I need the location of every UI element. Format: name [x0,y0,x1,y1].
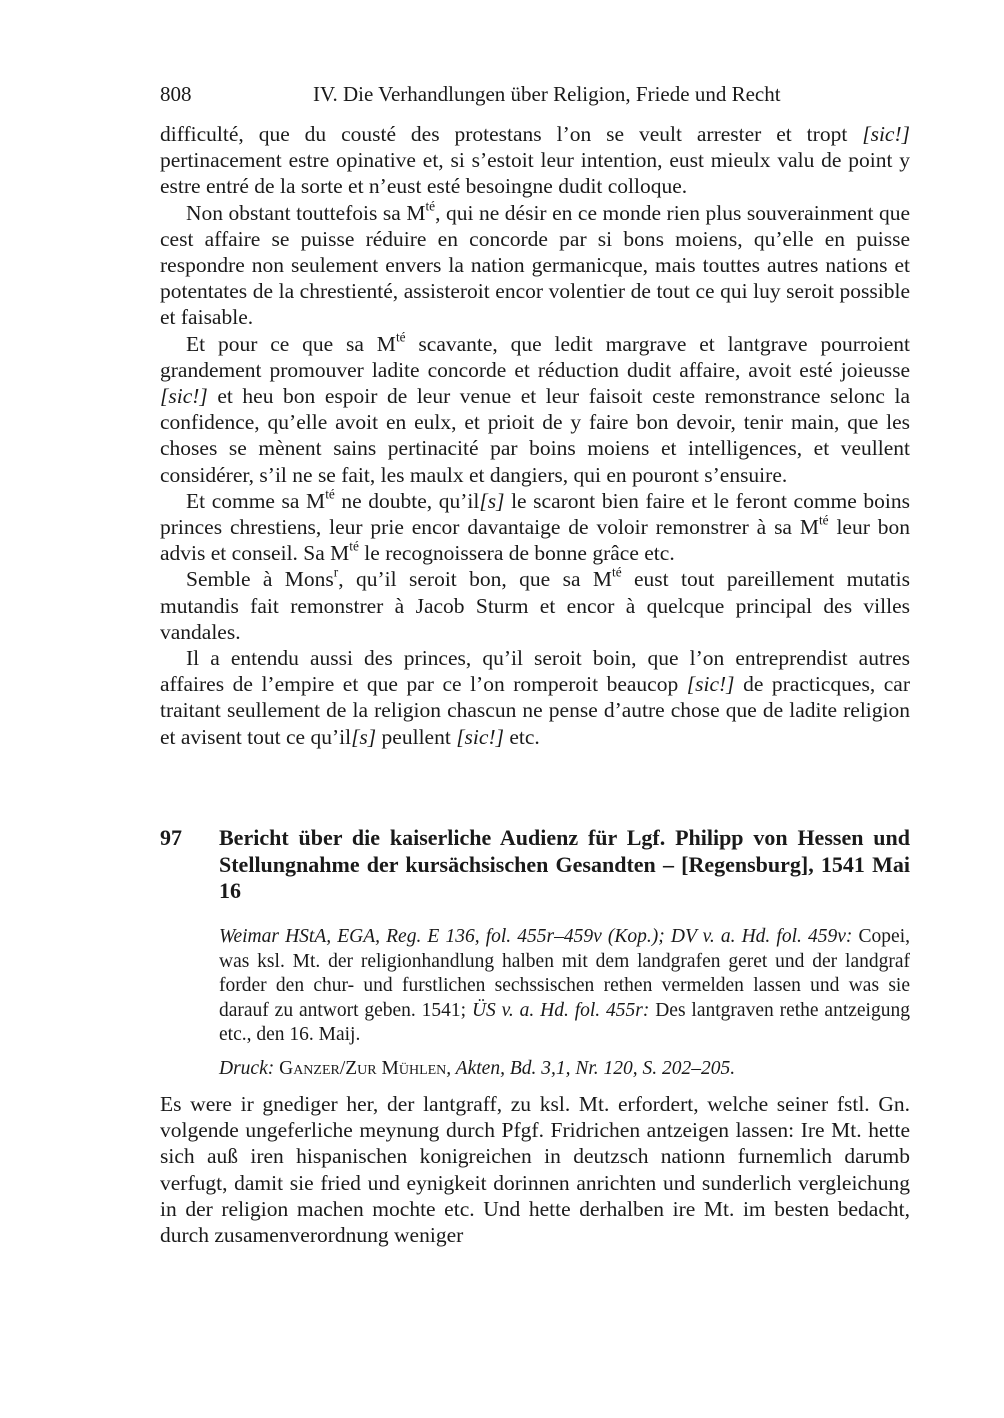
superscript: té [349,538,359,554]
text-run: le recognoissera de bonne grâce etc. [358,541,675,566]
paragraph-5 [160,566,910,645]
druck-authors: Ganzer/Zur Mühlen [279,1057,447,1079]
text-run: Copei, was ksl. Mt. der religionhandlung halben mit dem landgrafen geret und der landgraf forder den chur- und furstlichen sechssischen rethen vermelden lassen und was sie darauf zu antwort geben. 1541; [219,926,910,1021]
text-run: , qui ne désir en ce monde rien plus souverainment que cest affaire se puisse réduire en concorde par si bons moiens, qu’elle en puisse respondre non seulement envers la nation germanicque, mais touttes autres nations et potentates de la chrestienté, assisteroit encor volentier de tout ce qui luy seroit possible et faisable. [160,200,910,330]
print-reference [219,1057,910,1082]
superscript: té [818,512,829,528]
page-number: 808 [160,82,192,106]
paragraph-3 [160,331,910,488]
section-number: 97 [160,825,182,850]
superscript: té [395,329,406,345]
german-paragraph-1: Es were ir gnediger her, der lantgraff, zu ksl. Mt. erfordert, welche seiner fstl. Gn. volgende ungeferliche meynung durch Pfgf. Fridrichen antzeigen lassen: Ire Mt. hette sich auß iren hispanischen konigreichen in deutzsch nationn furnemlich darumb verfugt, damit sie fried und eynigkeit dorinnen anrichten und sunderlich vergleichung in der religion machen mochte etc. Und hette derhalben ire Mt. im besten bedacht, durch zusamenverordnung weniger [160,1092,910,1248]
text-run: eust tout pareillement mutatis mutandis fait remonstrer à Jacob Sturm et encor à quelcque principal des villes vandales. [160,567,910,644]
editorial-sic: [sic!] [862,122,910,146]
druck-reference: , Akten, Bd. 3,1, Nr. 120, S. 202–205. [446,1057,736,1079]
editorial-sic: [sic!] [686,672,735,697]
source-note [219,925,910,1081]
editorial-sic: [sic!] [456,724,504,749]
superscript: té [425,198,436,214]
editorial-s: [s] [351,724,377,749]
editorial-s: [s] [479,488,505,513]
paragraph-2 [160,200,910,331]
druck-label: Druck: [219,1057,275,1079]
text-run: leur bon advis et conseil. Sa M [160,515,910,566]
french-text-block [160,121,910,750]
section-title: Bericht über die kaiserliche Audienz für Lgf. Philipp von Hessen und Stellungnahme der kursächsischen Gesandten – [Regensburg], 1541 Mai 16 [219,825,910,903]
superscript: r [333,565,339,581]
section-heading [160,825,910,905]
text-run: pertinacement estre opinative et, si s’estoit leur intention, eust mieulx valu de point y estre entré de la sorte et n’eust esté besoingne dudit colloque. [160,148,910,199]
text-run: Non obstant touttefois sa M [186,200,426,225]
text-run: Semble à Mons [186,567,334,592]
text-run: Et pour ce que sa M [186,331,396,356]
superscript: té [612,565,622,581]
superscript: té [325,486,335,502]
archive-reference: Weimar HStA, EGA, Reg. E 136, fol. 455r–459v (Kop.); DV v. a. Hd. fol. 459v: [219,926,853,947]
text-run: etc. [503,724,540,749]
running-title: IV. Die Verhandlungen über Religion, Friede und Recht [313,82,781,106]
us-label: ÜS v. a. Hd. fol. 455r: [471,999,650,1021]
text-run: , qu’il seroit bon, que sa M [338,567,612,592]
text-run: de practicques, car traitant seullement de la religion chascun ne pense d’autre chose que de ladite religion et avisent tout ce qu’il [160,672,910,749]
paragraph-1 [160,121,910,200]
text-run: scavante, que ledit margrave et lantgrave pourroient grandement promouver ladite concorde et réduction dudit affaire, avoit esté joieusse [160,331,911,382]
text-run: Il a entendu aussi des princes, qu’il seroit boin, que l’on entreprendist autres affaires de l’empire et que par ce l’on romperoit beaucop [160,646,910,697]
text-run: peullent [376,724,457,749]
german-text-block [160,1091,910,1248]
source-description [219,925,910,1048]
text-run: et heu bon espoir de leur venue et leur faisoit ceste remonstrance selonc la confidence, qu’elle avoit en eulx, et prioit de y faire bon devoir, tenir main, que les choses se mènent sains pertinacité par boins moiens et intelligences, et veullent considérer, s’il ne se fait, les maulx et dangiers, qui en pouront s’ensuire. [160,384,910,487]
paragraph-4 [160,488,910,567]
text-run: Des lantgraven rethe antzeigung etc., den 16. Maij. [219,999,910,1045]
text-run: difficulté, que du cousté des protestans l’on se veult arrester et tropt [160,122,863,146]
editorial-sic: [sic!] [160,384,208,409]
text-run: ne doubte, qu’il [334,488,480,513]
text-run: le scaront bien faire et le feront comme boins princes chrestiens, leur prie encor davantaige de voloir remonstrer à sa M [160,488,910,540]
paragraph-6 [160,645,910,750]
text-run: Et comme sa M [186,488,326,513]
